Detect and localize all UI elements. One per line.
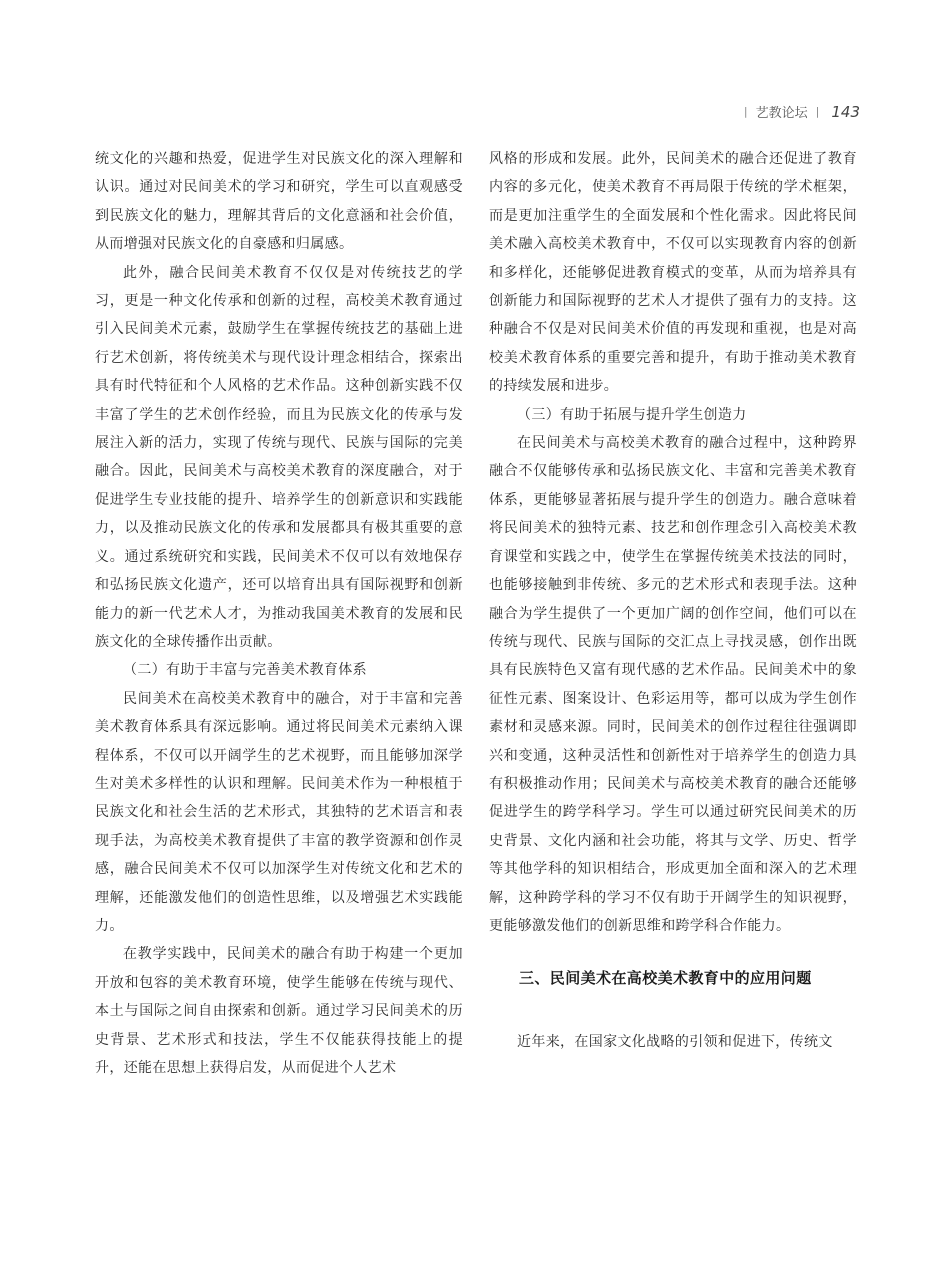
subheading-3: （三）有助于拓展与提升学生创造力 [517,406,747,423]
right-paragraph-2: 在民间美术与高校美术教育的融合过程中，这种跨界融合不仅能够传承和弘扬民族文化、丰富和完善美术教育体系，更能够显著拓展与提升学生的创造力。融合意味着将民间美术的独特元素、技艺和创作理念引入高校美术教育课堂和实践之中，使学生在掌握传统美术技法的同时，也能够接触到非传统、多元的艺术形式和表现手法。这种融合为学生提供了一个更加广阔的创作空间，他们可以在传统与现代、民族与国际的交汇点上寻找灵感，创作出既具有民族特色又富有现代感的艺术作品。民间美术中的象征性元素、图案设计、色彩运用等，都可以成为学生创作素材和灵感来源。同时，民间美术的创作过程往往强调即兴和变通，这种灵活性和创新性对于培养学生的创造力具有积极推动作用；民间美术与高校美术教育的融合还能够促进学生的跨学科学习。学生可以通过研究民间美术的历史背景、文化内涵和社会功能，将其与文学、历史、哲学等其他学科的知识相结合，形成更加全面和深入的艺术理解，这种跨学科的学习不仅有助于开阔学生的知识视野，更能够激发他们的创新思维和跨学科合作能力。 [489,435,857,934]
left-column [95,145,463,1082]
header-separator-right: | [815,105,820,118]
left-paragraph-1: 统文化的兴趣和热爱，促进学生对民族文化的深入理解和认识。通过对民间美术的学习和研究，学生可以直观感受到民族文化的魅力，理解其背后的文化意涵和社会价值，从而增强对民族文化的自豪感和归属感。 [95,151,463,253]
right-column [489,145,857,1057]
subheading-2: （二）有助于丰富与完善美术教育体系 [123,662,367,679]
page-number: 143 [831,102,860,121]
header-separator-left: | [743,105,748,118]
right-paragraph-3: 近年来，在国家文化战略的引领和促进下，传统文 [517,1034,833,1051]
running-header [744,102,860,121]
left-paragraph-4: 在教学实践中，民间美术的融合有助于构建一个更加开放和包容的美术教育环境，使学生能够在传统与现代、本土与国际之间自由探索和创新。通过学习民间美术的历史背景、艺术形式和技法，学生不仅能获得技能上的提升，还能在思想上获得启发，从而促进个人艺术 [95,946,463,1076]
right-paragraph-1: 风格的形成和发展。此外，民间美术的融合还促进了教育内容的多元化，使美术教育不再局限于传统的学术框架，而是更加注重学生的全面发展和个性化需求。因此将民间美术融入高校美术教育中，不仅可以实现教育内容的创新和多样化，还能够促进教育模式的变革，从而为培养具有创新能力和国际视野的艺术人才提供了强有力的支持。这种融合不仅是对民间美术价值的再发现和重视，也是对高校美术教育体系的重要完善和提升，有助于推动美术教育的持续发展和进步。 [489,151,857,395]
section-heading-3: 三、民间美术在高校美术教育中的应用问题 [519,969,812,988]
header-section-name: 艺教论坛 [755,106,808,121]
left-paragraph-2: 此外，融合民间美术教育不仅仅是对传统技艺的学习，更是一种文化传承和创新的过程，高校美术教育通过引入民间美术元素，鼓励学生在掌握传统技艺的基础上进行艺术创新，将传统美术与现代设计理念相结合，探索出具有时代特征和个人风格的艺术作品。这种创新实践不仅丰富了学生的艺术创作经验，而且为民族文化的传承与发展注入新的活力，实现了传统与现代、民族与国际的完美融合。因此，民间美术与高校美术教育的深度融合，对于促进学生专业技能的提升、培养学生的创新意识和实践能力，以及推动民族文化的传承和发展都具有极其重要的意义。通过系统研究和实践，民间美术不仅可以有效地保存和弘扬民族文化遗产，还可以培育出具有国际视野和创新能力的新一代艺术人才，为推动我国美术教育的发展和民族文化的全球传播作出贡献。 [95,264,463,650]
left-paragraph-3: 民间美术在高校美术教育中的融合，对于丰富和完善美术教育体系具有深远影响。通过将民间美术元素纳入课程体系，不仅可以开阔学生的艺术视野，而且能够加深学生对美术多样性的认识和理解。民间美术作为一种根植于民族文化和社会生活的艺术形式，其独特的艺术语言和表现手法，为高校美术教育提供了丰富的教学资源和创作灵感，融合民间美术不仅可以加深学生对传统文化和艺术的理解，还能激发他们的创造性思维，以及增强艺术实践能力。 [95,690,463,934]
